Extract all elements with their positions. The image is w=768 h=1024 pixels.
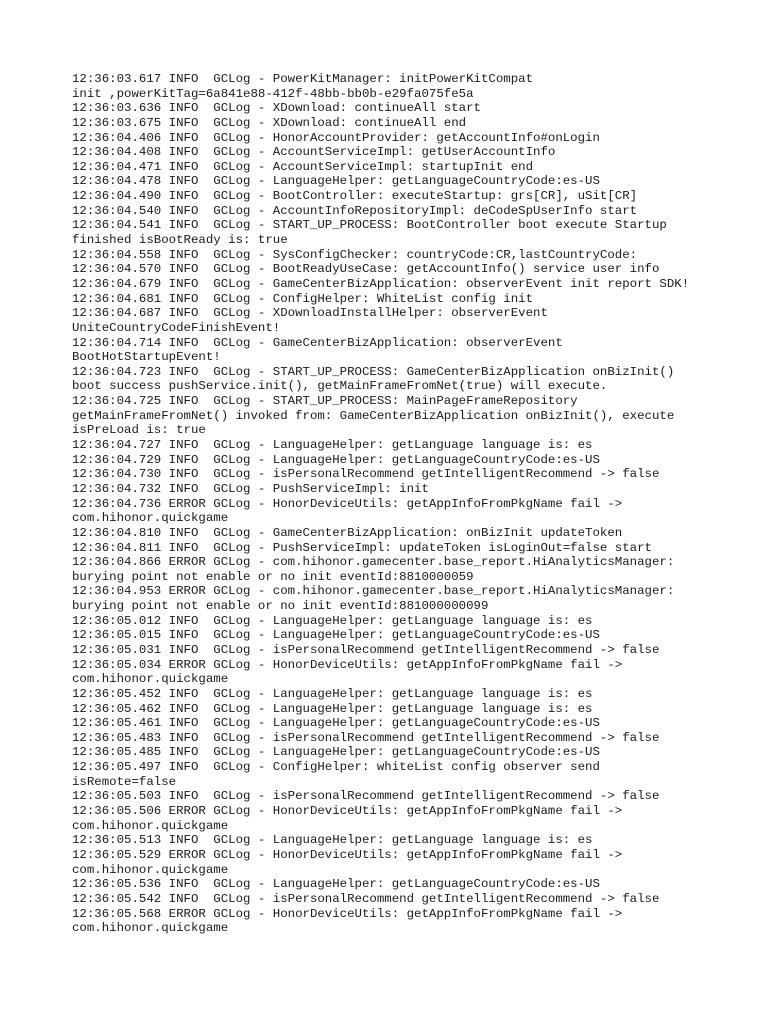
log-line: boot success pushService.init(), getMainFrameFromNet(true) will execute. (72, 379, 608, 394)
log-line: isRemote=false (72, 774, 177, 789)
log-line: 12:36:05.034 ERROR GCLog - HonorDeviceUtils: getAppInfoFromPkgName fail -> (72, 657, 623, 672)
log-line: 12:36:05.483 INFO GCLog - isPersonalRecommend getIntelligentRecommend -> false (72, 730, 660, 745)
log-line: 12:36:05.529 ERROR GCLog - HonorDeviceUtils: getAppInfoFromPkgName fail -> (72, 847, 623, 862)
log-line: burying point not enable or no init eventId:8810000059 (72, 569, 474, 584)
log-line: com.hihonor.quickgame (72, 672, 229, 687)
log-line: 12:36:04.723 INFO GCLog - START_UP_PROCESS: GameCenterBizApplication onBizInit() (72, 364, 675, 379)
log-line: 12:36:04.866 ERROR GCLog - com.hihonor.gamecenter.base_report.HiAnalyticsManager: (72, 555, 675, 570)
log-line: getMainFrameFromNet() invoked from: GameCenterBizApplication onBizInit(), execute (72, 408, 675, 423)
log-line: burying point not enable or no init eventId:881000000099 (72, 599, 489, 614)
log-line: 12:36:05.542 INFO GCLog - isPersonalRecommend getIntelligentRecommend -> false (72, 891, 660, 906)
log-line: init ,powerKitTag=6a841e88-412f-48bb-bb0b-e29fa075fe5a (72, 86, 474, 101)
log-line: BootHotStartupEvent! (72, 350, 221, 365)
log-line: 12:36:04.478 INFO GCLog - LanguageHelper: getLanguageCountryCode:es-US (72, 174, 600, 189)
log-line: com.hihonor.quickgame (72, 511, 229, 526)
log-line: 12:36:05.461 INFO GCLog - LanguageHelper: getLanguageCountryCode:es-US (72, 716, 600, 731)
log-line: 12:36:05.031 INFO GCLog - isPersonalRecommend getIntelligentRecommend -> false (72, 642, 660, 657)
log-line: 12:36:05.485 INFO GCLog - LanguageHelper: getLanguageCountryCode:es-US (72, 745, 600, 760)
log-line: com.hihonor.quickgame (72, 921, 229, 936)
log-line: 12:36:03.636 INFO GCLog - XDownload: continueAll start (72, 101, 481, 116)
log-line: 12:36:04.729 INFO GCLog - LanguageHelper: getLanguageCountryCode:es-US (72, 452, 600, 467)
log-line: 12:36:04.570 INFO GCLog - BootReadyUseCase: getAccountInfo() service user info (72, 262, 660, 277)
log-line: 12:36:04.540 INFO GCLog - AccountInfoRepositoryImpl: deCodeSpUserInfo start (72, 203, 638, 218)
log-line: 12:36:04.681 INFO GCLog - ConfigHelper: WhiteList config init (72, 291, 534, 306)
log-line: 12:36:04.679 INFO GCLog - GameCenterBizApplication: observerEvent init report SDK! (72, 276, 690, 291)
log-line: 12:36:04.714 INFO GCLog - GameCenterBizApplication: observerEvent (72, 335, 563, 350)
log-line: 12:36:03.617 INFO GCLog - PowerKitManager: initPowerKitCompat (72, 72, 534, 86)
log-line: 12:36:04.953 ERROR GCLog - com.hihonor.gamecenter.base_report.HiAnalyticsManager: (72, 584, 675, 599)
log-line: 12:36:05.506 ERROR GCLog - HonorDeviceUtils: getAppInfoFromPkgName fail -> (72, 804, 623, 819)
log-line: 12:36:05.462 INFO GCLog - LanguageHelper: getLanguage language is: es (72, 701, 593, 716)
log-line: UniteCountryCodeFinishEvent! (72, 320, 281, 335)
log-line: 12:36:04.541 INFO GCLog - START_UP_PROCESS: BootController boot execute Startup (72, 218, 667, 233)
log-line: 12:36:05.513 INFO GCLog - LanguageHelper: getLanguage language is: es (72, 833, 593, 848)
log-text-block (72, 72, 712, 936)
log-line: 12:36:04.687 INFO GCLog - XDownloadInstallHelper: observerEvent (72, 306, 548, 321)
log-line: 12:36:05.012 INFO GCLog - LanguageHelper: getLanguage language is: es (72, 613, 593, 628)
log-line: 12:36:04.736 ERROR GCLog - HonorDeviceUtils: getAppInfoFromPkgName fail -> (72, 496, 623, 511)
log-line: 12:36:04.732 INFO GCLog - PushServiceImpl: init (72, 481, 429, 496)
log-line: 12:36:04.730 INFO GCLog - isPersonalRecommend getIntelligentRecommend -> false (72, 467, 660, 482)
log-line: 12:36:04.725 INFO GCLog - START_UP_PROCESS: MainPageFrameRepository (72, 394, 578, 409)
log-line: 12:36:05.568 ERROR GCLog - HonorDeviceUtils: getAppInfoFromPkgName fail -> (72, 906, 623, 921)
log-line: 12:36:05.015 INFO GCLog - LanguageHelper: getLanguageCountryCode:es-US (72, 628, 600, 643)
log-line: 12:36:04.558 INFO GCLog - SysConfigChecker: countryCode:CR,lastCountryCode: (72, 247, 638, 262)
log-line: 12:36:04.408 INFO GCLog - AccountServiceImpl: getUserAccountInfo (72, 145, 556, 160)
log-line: 12:36:04.490 INFO GCLog - BootController: executeStartup: grs[CR], uSit[CR] (72, 189, 638, 204)
log-line: isPreLoad is: true (72, 423, 206, 438)
log-line: 12:36:04.811 INFO GCLog - PushServiceImpl: updateToken isLoginOut=false start (72, 540, 652, 555)
log-line: 12:36:04.727 INFO GCLog - LanguageHelper: getLanguage language is: es (72, 438, 593, 453)
log-line: 12:36:05.497 INFO GCLog - ConfigHelper: whiteList config observer send (72, 760, 600, 775)
log-line: com.hihonor.quickgame (72, 818, 229, 833)
log-line: 12:36:04.471 INFO GCLog - AccountServiceImpl: startupInit end (72, 159, 534, 174)
log-line: 12:36:05.503 INFO GCLog - isPersonalRecommend getIntelligentRecommend -> false (72, 789, 660, 804)
log-line: 12:36:04.810 INFO GCLog - GameCenterBizApplication: onBizInit updateToken (72, 525, 623, 540)
log-line: com.hihonor.quickgame (72, 862, 229, 877)
log-line: 12:36:03.675 INFO GCLog - XDownload: continueAll end (72, 115, 467, 130)
log-line: finished isBootReady is: true (72, 233, 288, 248)
log-line: 12:36:05.452 INFO GCLog - LanguageHelper: getLanguage language is: es (72, 686, 593, 701)
log-line: 12:36:04.406 INFO GCLog - HonorAccountProvider: getAccountInfo#onLogin (72, 130, 600, 145)
log-line: 12:36:05.536 INFO GCLog - LanguageHelper: getLanguageCountryCode:es-US (72, 877, 600, 892)
